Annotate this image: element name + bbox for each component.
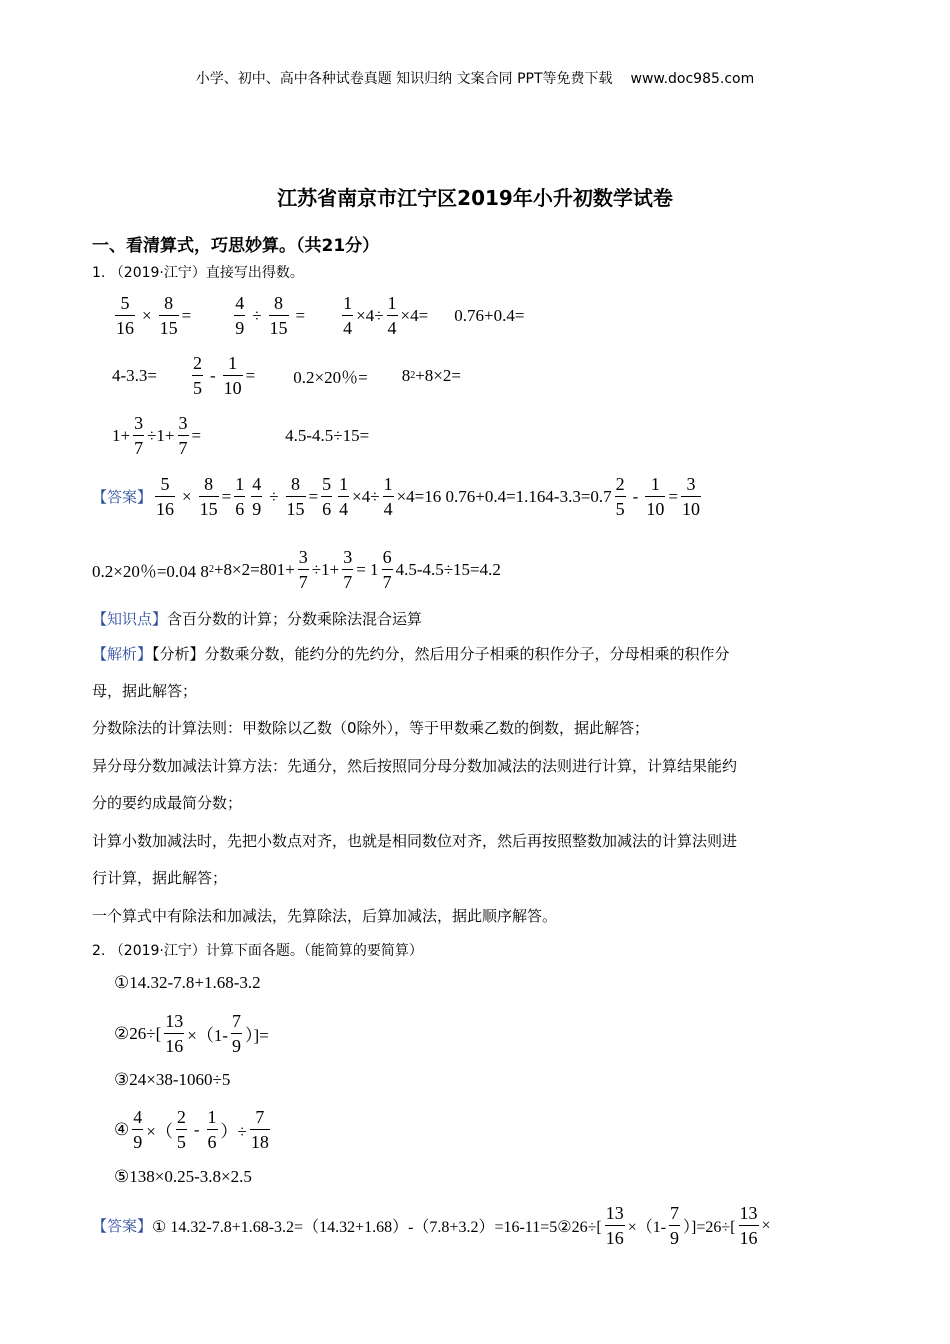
fraction: $\frac{1}{6}$ <box>235 474 245 519</box>
q2-item-2: ②26÷[ $\frac{13}{16}$ ×（1- $\frac{7}{9}$ ）]= <box>114 1011 269 1056</box>
q2-item-4: ④ $\frac{4}{9}$ ×（ $\frac{2}{5}$ - $\frac{1}{6}$ ）÷ $\frac{7}{18}$ <box>114 1107 269 1152</box>
page-header <box>0 68 950 88</box>
fraction: $\frac{1}{6}$ <box>207 1107 217 1152</box>
fraction: $\frac{5}{16}$ <box>156 474 175 519</box>
analysis-line-5: 分的要约成最简分数； <box>92 794 243 812</box>
fraction: $\frac{13}{16}$ <box>739 1203 758 1248</box>
fraction: $\frac{7}{9}$ <box>231 1011 241 1056</box>
q2-item-3: ③24×38-1060÷5 <box>114 1070 231 1089</box>
fraction: $\frac{3}{7}$ <box>134 413 144 458</box>
analysis-line-1: 【解析】【分析】分数乘分数，能约分的先约分，然后用分子相乘的积作分子，分母相乘的积作分 <box>92 645 730 663</box>
fraction: $\frac{8}{15}$ <box>269 293 288 338</box>
analysis-line-7: 行计算，据此解答； <box>92 869 228 887</box>
analysis-line-8: 一个算式中有除法和加减法，先算除法，后算加减法，据此顺序解答。 <box>92 907 558 925</box>
fraction: $\frac{7}{18}$ <box>250 1107 269 1152</box>
analysis-line-6: 计算小数加减法时，先把小数点对齐，也就是相同数位对齐，然后再按照整数加减法的计算法则进 <box>92 832 738 850</box>
fraction: $\frac{13}{16}$ <box>605 1203 624 1248</box>
q1-answer-line-2: 0.2×20％=0.04 8 2 +8×2=801+ $\frac{3}{7}$ ÷1+ $\frac{3}{7}$ = 1 $\frac{6}{7}$ 4.5-4.5÷15=4.2 <box>92 547 501 592</box>
fraction: $\frac{3}{7}$ <box>178 413 188 458</box>
question-1-heading: 1. （2019·江宁）直接写出得数。 <box>92 265 304 281</box>
fraction: $\frac{7}{9}$ <box>670 1203 680 1248</box>
q2-item-5: ⑤138×0.25-3.8×2.5 <box>114 1167 252 1186</box>
fraction: $\frac{2}{5}$ <box>615 474 625 519</box>
fraction: $\frac{4}{9}$ <box>133 1107 143 1152</box>
fraction: $\frac{1}{4}$ <box>383 474 393 519</box>
fraction: $\frac{3}{7}$ <box>343 547 353 592</box>
knowledge-point: 【知识点】含百分数的计算；分数乘除法混合运算 <box>92 610 423 628</box>
fraction: $\frac{2}{5}$ <box>193 353 202 398</box>
header-site-link[interactable]: www.doc985.com <box>630 71 755 87</box>
question-2-heading: 2. （2019·江宁）计算下面各题。（能简算的要简算） <box>92 943 423 959</box>
fraction: $\frac{3}{7}$ <box>298 547 308 592</box>
fraction: $\frac{8}{15}$ <box>286 474 305 519</box>
q1-row-3: 1+ $\frac{3}{7}$ ÷1+ $\frac{3}{7}$ = 4.5-4.5÷15= <box>112 413 370 458</box>
fraction: $\frac{13}{16}$ <box>165 1011 184 1056</box>
q2-item-1: ①14.32-7.8+1.68-3.2 <box>114 973 261 992</box>
answer-tag: 【答案】 <box>92 1217 153 1235</box>
fraction: $\frac{6}{7}$ <box>382 547 392 592</box>
fraction: $\frac{1}{10}$ <box>223 353 242 398</box>
q1-row-1: $\frac{5}{16}$ × $\frac{8}{15}$ = $\frac{4}{9}$ ÷ $\frac{8}{15}$ = $\frac{1}{4}$ ×4÷ $\frac{1}{4}$ ×4= 0.76+0.4= <box>116 293 525 338</box>
analysis-tag: 【解析】 <box>92 645 153 663</box>
fraction: $\frac{2}{5}$ <box>176 1107 186 1152</box>
fraction: $\frac{5}{16}$ <box>116 293 134 338</box>
fraction: $\frac{1}{4}$ <box>343 293 353 338</box>
fraction: $\frac{4}{9}$ <box>252 474 262 519</box>
fraction: $\frac{4}{9}$ <box>235 293 245 338</box>
section-heading: 一、看清算式，巧思妙算。（共21分） <box>92 236 380 256</box>
q1-answer-line-1: 【答案】 $\frac{5}{16}$ × $\frac{8}{15}$ = $\frac{1}{6}$ $\frac{4}{9}$ ÷ $\frac{8}{15}$ = $\frac{5}{6}$ $\frac{1}{4}$ ×4÷ $\frac{1}{4}$ ×4=16 0.76+0.4=1.164-3.3=0.7 $\frac{2}{5}$ - $\frac{1}{10}$ = $\frac{3}{10}$ <box>92 474 700 519</box>
fraction: $\frac{1}{10}$ <box>646 474 665 519</box>
q2-answer-line: 【答案】 ① 14.32-7.8+1.68-3.2=（14.32+1.68）-（7.8+3.2）=16-11=5②26÷[ $\frac{13}{16}$ ×（1- $\frac{7}{9}$ ）]=26÷[ $\frac{13}{16}$ × <box>92 1203 771 1248</box>
fraction: $\frac{3}{10}$ <box>681 474 700 519</box>
fraction: $\frac{1}{4}$ <box>387 293 397 338</box>
fraction: $\frac{8}{15}$ <box>199 474 218 519</box>
knowledge-point-tag: 【知识点】 <box>92 610 168 628</box>
page-title: 江苏省南京市江宁区2019年小升初数学试卷 <box>277 186 673 210</box>
analysis-line-3: 分数除法的计算法则：甲数除以乙数（0除外），等于甲数乘乙数的倒数，据此解答； <box>92 719 650 737</box>
analysis-line-2: 母，据此解答； <box>92 682 198 700</box>
analysis-line-4: 异分母分数加减法计算方法：先通分，然后按照同分母分数加减法的法则进行计算，计算结果能约 <box>92 757 738 775</box>
answer-tag: 【答案】 <box>92 488 153 506</box>
header-text: 小学、初中、高中各种试卷真题 知识归纳 文案合同 PPT等免费下载 <box>195 71 613 87</box>
fraction: $\frac{8}{15}$ <box>159 293 178 338</box>
fraction: $\frac{1}{4}$ <box>339 474 349 519</box>
fraction: $\frac{5}{6}$ <box>322 474 332 519</box>
q1-row-2: 4-3.3= $\frac{2}{5}$ - $\frac{1}{10}$ = 0.2×20％= 8 2 +8×2= <box>112 353 461 398</box>
